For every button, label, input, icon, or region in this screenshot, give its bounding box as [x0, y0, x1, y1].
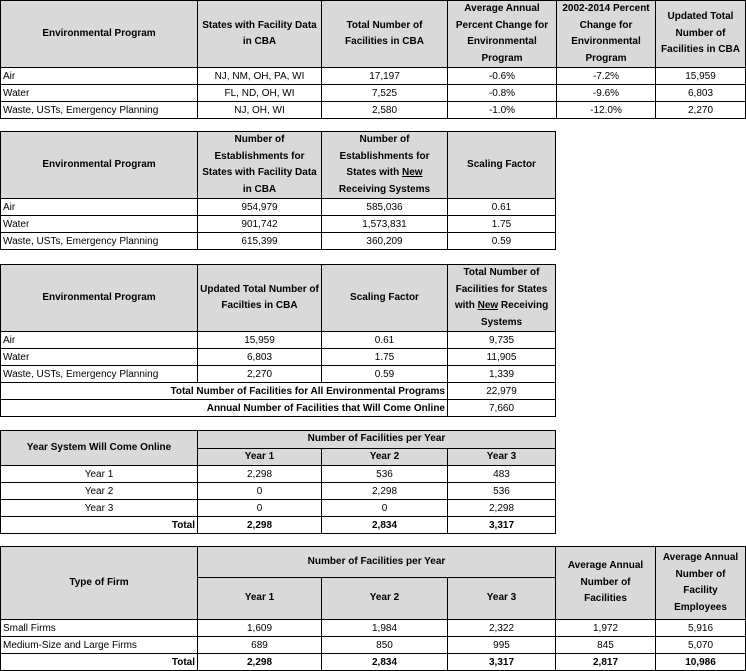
year-1-cell: 1,609 — [198, 620, 322, 637]
states-cell: NJ, OH, WI — [198, 102, 322, 119]
updated-total-cell: 6,803 — [198, 349, 322, 366]
header-scaling-factor: Scaling Factor — [448, 132, 556, 199]
avg-change-cell: -0.6% — [448, 68, 557, 85]
header-avg-annual-change: Average Annual Percent Change for Environmental Program — [448, 1, 557, 68]
updated-total-cell: 6,803 — [656, 85, 746, 102]
header-avg-annual-employees: Average Annual Number of Facility Employees — [656, 547, 746, 620]
table-row — [1, 199, 556, 216]
annual-online-label: Annual Number of Facilities that Will Come Online — [1, 400, 448, 417]
total-row — [1, 654, 746, 671]
table-row — [1, 500, 556, 517]
total-row — [1, 517, 556, 534]
updated-total-cell: 15,959 — [656, 68, 746, 85]
updated-total-cell: 2,270 — [198, 366, 322, 383]
program-cell: Air — [1, 332, 198, 349]
header-year-2: Year 2 — [322, 578, 448, 620]
period-change-cell: -12.0% — [557, 102, 656, 119]
total-year-2: 2,834 — [322, 654, 448, 671]
new-systems-total-cell: 11,905 — [448, 349, 556, 366]
program-cell: Air — [1, 68, 198, 85]
establishments-cba-cell: 615,399 — [198, 233, 322, 250]
avg-facilities-cell: 845 — [556, 637, 656, 654]
year-2-cell: 1,984 — [322, 620, 448, 637]
table-row — [1, 102, 746, 119]
year-3-cell: 483 — [448, 466, 556, 483]
total-all-programs-label: Total Number of Facilities for All Environmental Programs — [1, 383, 448, 400]
period-change-cell: -7.2% — [557, 68, 656, 85]
total-cell: 2,580 — [322, 102, 448, 119]
header-environmental-program: Environmental Program — [1, 265, 198, 332]
header-avg-annual-facilities: Average Annual Number of Facilities — [556, 547, 656, 620]
header-year-3: Year 3 — [448, 448, 556, 466]
year-1-cell: 0 — [198, 483, 322, 500]
total-year-3: 3,317 — [448, 517, 556, 534]
table-row — [1, 216, 556, 233]
scaling-factor-cell: 0.61 — [448, 199, 556, 216]
scaling-factor-cell: 0.59 — [322, 366, 448, 383]
year-1-cell: 2,298 — [198, 466, 322, 483]
new-systems-total-cell: 1,339 — [448, 366, 556, 383]
table-row — [1, 637, 746, 654]
new-systems-total-cell: 9,735 — [448, 332, 556, 349]
header-year-online: Year System Will Come Online — [1, 431, 198, 466]
firm-type-cell: Small Firms — [1, 620, 198, 637]
scaling-factor-table — [0, 131, 556, 250]
facilities-per-year-table — [0, 430, 556, 534]
total-year-1: 2,298 — [198, 654, 322, 671]
table-row — [1, 233, 556, 250]
avg-change-cell: -1.0% — [448, 102, 557, 119]
table-row — [1, 332, 556, 349]
updated-total-cell: 15,959 — [198, 332, 322, 349]
header-establishments-new-systems: Number of Establishments for States with New Receiving Systems — [322, 132, 448, 199]
total-year-2: 2,834 — [322, 517, 448, 534]
establishments-new-cell: 360,209 — [322, 233, 448, 250]
table-row — [1, 466, 556, 483]
firm-type-cell: Medium-Size and Large Firms — [1, 637, 198, 654]
year-2-cell: 2,298 — [322, 483, 448, 500]
avg-change-cell: -0.8% — [448, 85, 557, 102]
header-environmental-program: Environmental Program — [1, 132, 198, 199]
total-year-1: 2,298 — [198, 517, 322, 534]
total-cell: 17,197 — [322, 68, 448, 85]
year-1-cell: 689 — [198, 637, 322, 654]
year-label-cell: Year 3 — [1, 500, 198, 517]
header-updated-total: Updated Total Number of Facilties in CBA — [198, 265, 322, 332]
program-cell: Air — [1, 199, 198, 216]
table-row — [1, 366, 556, 383]
states-cell: NJ, NM, OH, PA, WI — [198, 68, 322, 85]
table-row — [1, 620, 746, 637]
establishments-cba-cell: 954,979 — [198, 199, 322, 216]
avg-employees-cell: 5,916 — [656, 620, 746, 637]
program-cell: Waste, USTs, Emergency Planning — [1, 102, 198, 119]
header-environmental-program: Environmental Program — [1, 1, 198, 68]
avg-facilities-cell: 1,972 — [556, 620, 656, 637]
year-3-cell: 2,298 — [448, 500, 556, 517]
program-cell: Water — [1, 349, 198, 366]
total-year-3: 3,317 — [448, 654, 556, 671]
header-establishments-cba: Number of Establishments for States with Facility Data in CBA — [198, 132, 322, 199]
program-cell: Water — [1, 216, 198, 233]
establishments-cba-cell: 901,742 — [198, 216, 322, 233]
table-row — [1, 85, 746, 102]
header-year-1: Year 1 — [198, 578, 322, 620]
header-scaling-factor: Scaling Factor — [322, 265, 448, 332]
header-total-facilities: Total Number of Facilities in CBA — [322, 1, 448, 68]
year-2-cell: 850 — [322, 637, 448, 654]
program-cell: Waste, USTs, Emergency Planning — [1, 366, 198, 383]
updated-total-cell: 2,270 — [656, 102, 746, 119]
table-row — [1, 349, 556, 366]
header-facilities-per-year: Number of Facilities per Year — [198, 431, 556, 449]
header-type-of-firm: Type of Firm — [1, 547, 198, 620]
new-systems-facilities-table — [0, 264, 556, 417]
table-row — [1, 483, 556, 500]
header-2002-2014-change: 2002-2014 Percent Change for Environmental Program — [557, 1, 656, 68]
avg-employees-cell: 5,070 — [656, 637, 746, 654]
firm-type-table — [0, 546, 746, 671]
scaling-factor-cell: 0.59 — [448, 233, 556, 250]
total-avg-facilities: 2,817 — [556, 654, 656, 671]
year-label-cell: Year 1 — [1, 466, 198, 483]
period-change-cell: -9.6% — [557, 85, 656, 102]
annual-online-value: 7,660 — [448, 400, 556, 417]
header-total-new-systems: Total Number of Facilities for States with New Receiving Systems — [448, 265, 556, 332]
program-cell: Waste, USTs, Emergency Planning — [1, 233, 198, 250]
header-states-with-data: States with Facility Data in CBA — [198, 1, 322, 68]
scaling-factor-cell: 1.75 — [448, 216, 556, 233]
scaling-factor-cell: 1.75 — [322, 349, 448, 366]
establishments-new-cell: 1,573,831 — [322, 216, 448, 233]
total-all-programs-value: 22,979 — [448, 383, 556, 400]
facilities-cba-table — [0, 0, 746, 119]
header-year-3: Year 3 — [448, 578, 556, 620]
header-year-1: Year 1 — [198, 448, 322, 466]
program-cell: Water — [1, 85, 198, 102]
total-label: Total — [1, 517, 198, 534]
total-avg-employees: 10,986 — [656, 654, 746, 671]
year-label-cell: Year 2 — [1, 483, 198, 500]
year-1-cell: 0 — [198, 500, 322, 517]
header-year-2: Year 2 — [322, 448, 448, 466]
total-all-programs-row — [1, 383, 556, 400]
header-updated-total: Updated Total Number of Facilities in CBA — [656, 1, 746, 68]
scaling-factor-cell: 0.61 — [322, 332, 448, 349]
year-3-cell: 995 — [448, 637, 556, 654]
year-3-cell: 2,322 — [448, 620, 556, 637]
year-2-cell: 536 — [322, 466, 448, 483]
states-cell: FL, ND, OH, WI — [198, 85, 322, 102]
total-label: Total — [1, 654, 198, 671]
establishments-new-cell: 585,036 — [322, 199, 448, 216]
year-3-cell: 536 — [448, 483, 556, 500]
table-row — [1, 68, 746, 85]
year-2-cell: 0 — [322, 500, 448, 517]
header-facilities-per-year: Number of Facilities per Year — [198, 547, 556, 578]
annual-online-row — [1, 400, 556, 417]
total-cell: 7,525 — [322, 85, 448, 102]
